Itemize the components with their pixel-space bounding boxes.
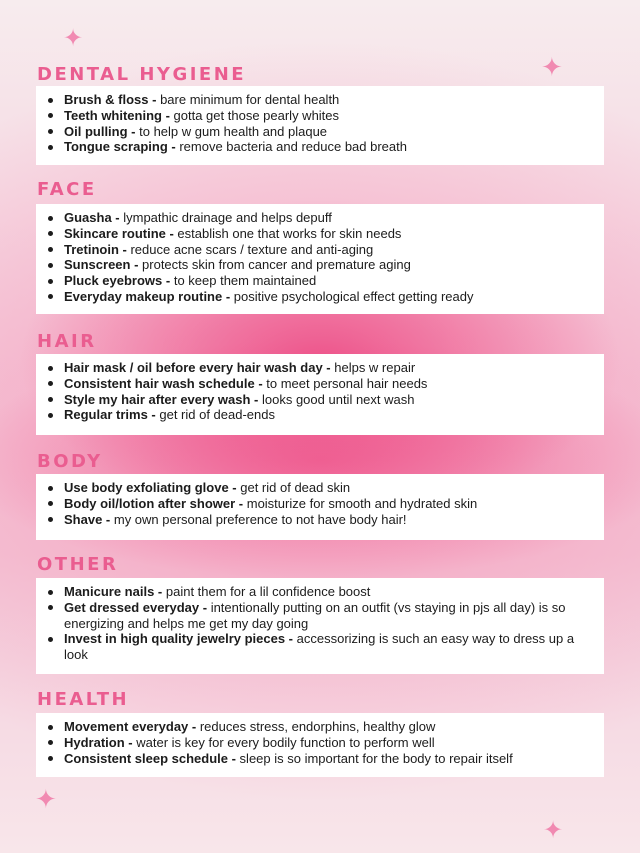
item-label: Sunscreen - [64,257,139,273]
item-label: Use body exfoliating glove - [64,480,237,495]
item-label: Style my hair after every wash - [64,391,259,407]
list-item [64,584,594,600]
item-description: paint them for a lil confidence boost [162,584,371,599]
item-description: gotta get those pearly whites [169,107,340,123]
item-label: Guasha - [64,210,120,225]
section-card-hair [36,354,604,435]
list-item [64,719,594,735]
section-card-health [36,713,604,777]
list-item [64,480,594,496]
item-label: Manicure nails - [64,584,163,599]
list-item [64,360,594,376]
item-label: Hydration - [64,734,133,750]
section-title-other: OTHER [37,554,119,575]
item-description: protects skin from cancer and premature aging [138,257,411,273]
item-description: positive psychological effect getting ready [230,288,474,304]
item-label: Tretinoin - [64,241,127,257]
section-card-face [36,204,604,314]
item-label: Brush & floss - [64,92,157,107]
item-description: helps w repair [330,360,416,375]
item-label: Body oil/lotion after shower - [64,495,244,511]
item-label: Shave - [64,511,111,527]
list-item [64,108,594,124]
item-label: Teeth whitening - [64,107,170,123]
item-label: Get dressed everyday - [64,599,208,615]
sparkle-icon: ✦ [541,53,563,83]
list-item [64,92,594,108]
item-description: intentionally putting on an outfit (vs staying in pjs all day) is so energizing and helps me get my day going [64,599,566,631]
section-card-body [36,474,604,540]
item-description: looks good until next wash [258,391,415,407]
section-title-health: HEALTH [37,689,130,710]
item-description: establish one that works for skin needs [173,225,402,241]
item-description: reduce acne scars / texture and anti-aging [126,241,374,257]
list-item [64,600,594,632]
item-label: Consistent hair wash schedule - [64,375,263,391]
item-description: bare minimum for dental health [156,92,340,107]
item-description: get rid of dead-ends [155,407,275,423]
item-label: Skincare routine - [64,225,174,241]
list-item [64,242,594,258]
item-description: to help w gum health and plaque [135,123,328,139]
section-title-dental-hygiene: DENTAL HYGIENE [37,64,247,85]
list-item [64,496,594,512]
item-description: moisturize for smooth and hydrated skin [243,495,478,511]
section-card-dental-hygiene [36,86,604,165]
section-card-other [36,578,604,674]
list-item [64,289,594,305]
item-label: Oil pulling - [64,123,136,139]
item-label: Pluck eyebrows - [64,273,171,289]
item-description: water is key for every bodily function to perform well [132,734,435,750]
section-title-face: FACE [37,179,97,200]
item-label: Everyday makeup routine - [64,288,231,304]
item-description: to meet personal hair needs [262,375,428,391]
list-item [64,376,594,392]
list-item [64,751,594,767]
item-label: Invest in high quality jewelry pieces - [64,631,294,647]
item-label: Consistent sleep schedule - [64,750,236,766]
item-description: sleep is so important for the body to repair itself [235,750,513,766]
section-title-body: BODY [37,451,103,472]
list-item [64,226,594,242]
list-item [64,210,594,226]
list-item [64,735,594,751]
item-description: reduces stress, endorphins, healthy glow [196,719,436,734]
item-description: get rid of dead skin [236,480,351,495]
list-item [64,273,594,289]
list-item [64,407,594,423]
item-description: my own personal preference to not have body hair! [110,511,407,527]
list-item [64,392,594,408]
item-description: remove bacteria and reduce bad breath [175,139,407,155]
item-label: Movement everyday - [64,719,197,734]
item-label: Hair mask / oil before every hair wash day - [64,360,331,375]
item-label: Tongue scraping - [64,139,176,155]
item-description: accessorizing is such an easy way to dress up a look [64,631,575,663]
item-label: Regular trims - [64,407,156,423]
list-item [64,124,594,140]
list-item [64,257,594,273]
item-description: lympathic drainage and helps depuff [119,210,332,225]
sparkle-icon: ✦ [35,785,57,815]
sparkle-icon: ✦ [63,24,84,52]
list-item [64,512,594,528]
item-description: to keep them maintained [170,273,317,289]
sparkle-icon: ✦ [543,816,564,844]
section-title-hair: HAIR [37,331,97,352]
list-item [64,631,594,663]
list-item [64,139,594,155]
